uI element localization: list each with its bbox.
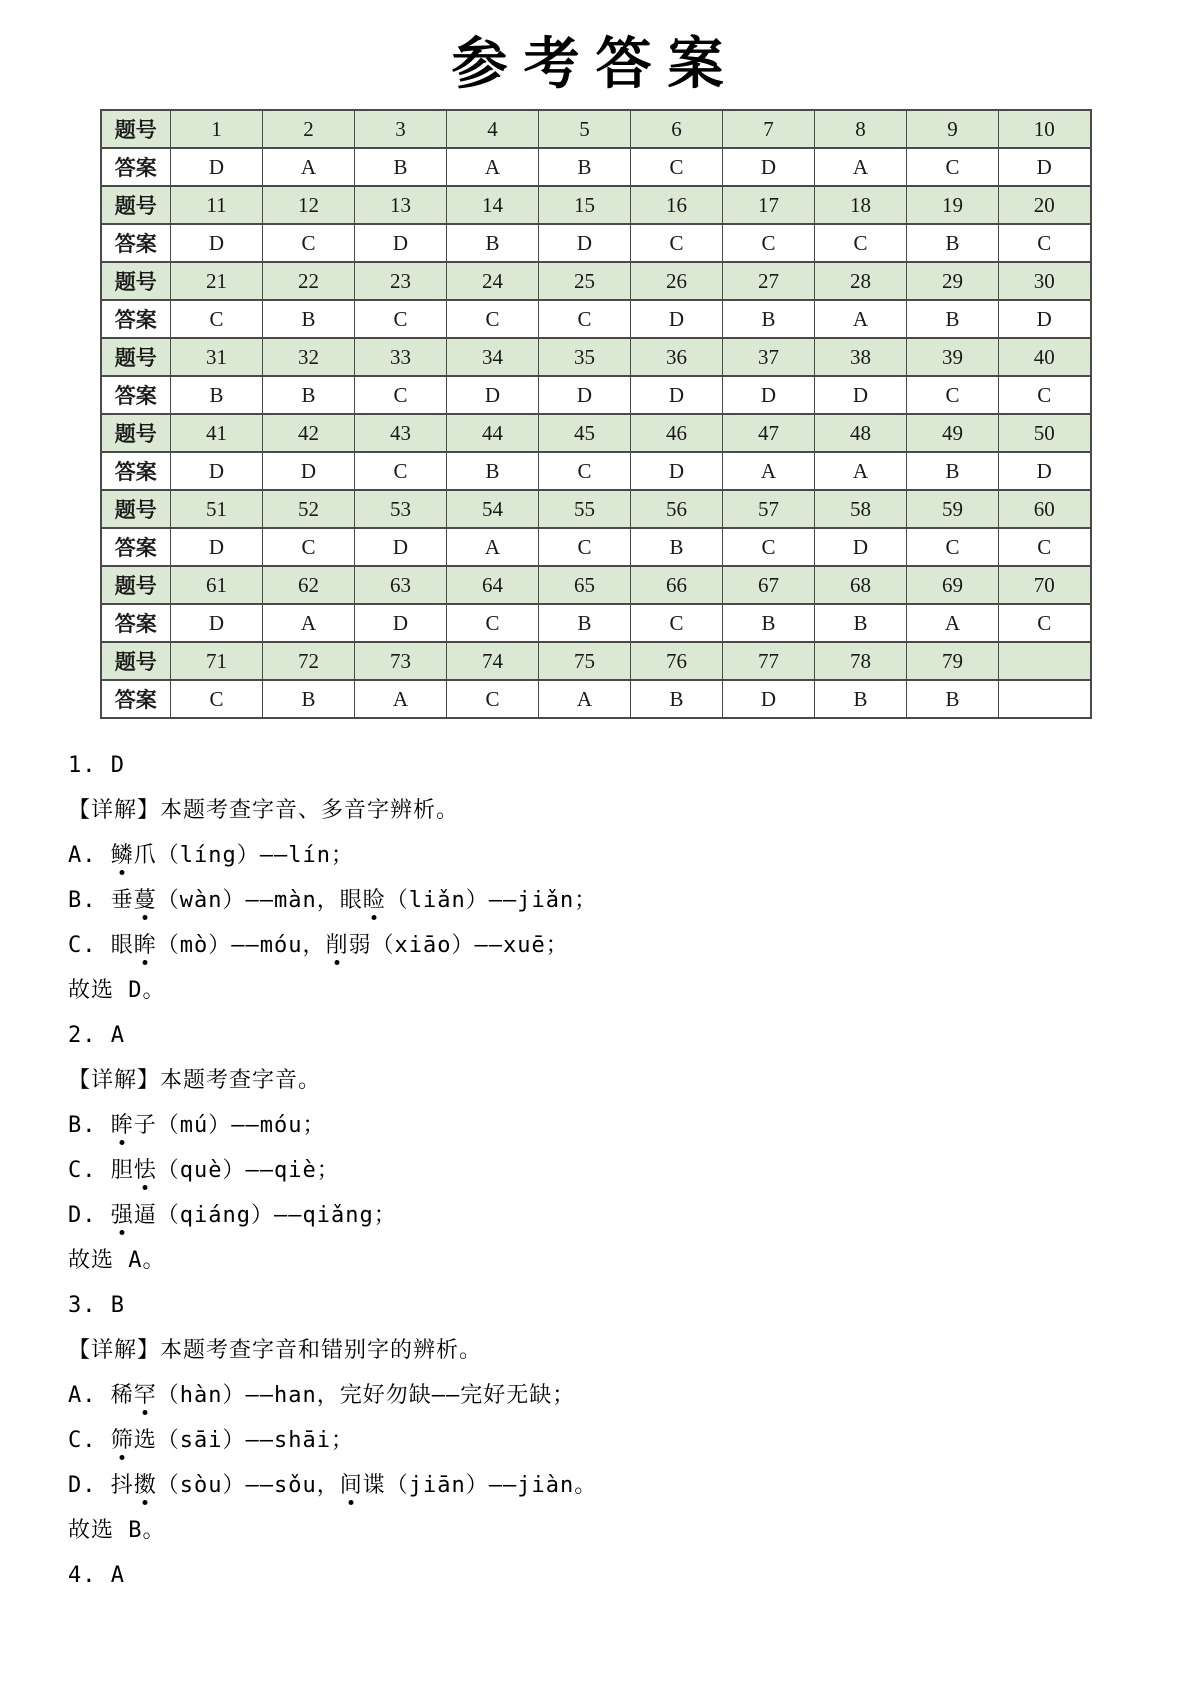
question-number-cell: 78 xyxy=(815,642,907,680)
answer-cell: A xyxy=(815,300,907,338)
explanation-heading: 4. A xyxy=(68,1563,125,1589)
answer-cell xyxy=(999,680,1091,718)
answer-cell: B xyxy=(539,604,631,642)
answer-cell: D xyxy=(171,224,263,262)
answer-cell: B xyxy=(907,224,999,262)
question-number-cell: 34 xyxy=(447,338,539,376)
answer-cell: C xyxy=(723,224,815,262)
question-number-cell: 13 xyxy=(355,186,447,224)
row-label-question: 题号 xyxy=(101,414,171,452)
answer-cell: C xyxy=(447,604,539,642)
row-label-answer: 答案 xyxy=(101,604,171,642)
emphasized-char: 蔓 xyxy=(133,888,157,914)
answer-row xyxy=(101,300,1091,338)
text-segment: 逼（qiáng）——qiǎng； xyxy=(133,1203,397,1229)
question-number-cell: 57 xyxy=(723,490,815,528)
question-number-cell: 75 xyxy=(539,642,631,680)
question-number-cell: 68 xyxy=(815,566,907,604)
answer-cell: C xyxy=(907,148,999,186)
question-number-cell: 29 xyxy=(907,262,999,300)
emphasized-char: 眸 xyxy=(133,933,157,959)
question-number-cell: 1 xyxy=(171,110,263,148)
answer-cell: B xyxy=(907,452,999,490)
row-label-question: 题号 xyxy=(101,110,171,148)
question-number-row xyxy=(101,414,1091,452)
answer-cell: C xyxy=(631,604,723,642)
text-segment: 【详解】本题考查字音、多音字辨析。 xyxy=(68,798,460,824)
text-segment: 【详解】本题考查字音。 xyxy=(68,1068,322,1094)
question-number-cell: 4 xyxy=(447,110,539,148)
explanation-line xyxy=(68,968,1143,1013)
answer-cell: B xyxy=(815,680,907,718)
explanation-line xyxy=(68,1058,1143,1103)
question-number-cell: 30 xyxy=(999,262,1091,300)
question-number-cell: 77 xyxy=(723,642,815,680)
explanation-line xyxy=(68,878,1143,923)
answer-cell: C xyxy=(907,528,999,566)
row-label-answer: 答案 xyxy=(101,680,171,718)
explanation-line xyxy=(68,1463,1143,1508)
answer-cell: C xyxy=(171,300,263,338)
answer-cell: C xyxy=(631,224,723,262)
question-number-row xyxy=(101,338,1091,376)
question-number-row xyxy=(101,490,1091,528)
answer-cell: B xyxy=(447,224,539,262)
row-label-answer: 答案 xyxy=(101,300,171,338)
emphasized-char: 鳞 xyxy=(110,843,134,869)
question-number-cell: 26 xyxy=(631,262,723,300)
answer-cell: C xyxy=(999,376,1091,414)
question-number-cell: 43 xyxy=(355,414,447,452)
answer-cell: B xyxy=(447,452,539,490)
question-number-cell: 70 xyxy=(999,566,1091,604)
answer-cell: D xyxy=(539,224,631,262)
question-number-cell: 76 xyxy=(631,642,723,680)
explanation-line xyxy=(68,1238,1143,1283)
question-number-cell: 60 xyxy=(999,490,1091,528)
text-segment: （què）——qiè； xyxy=(156,1158,340,1184)
question-number-cell: 15 xyxy=(539,186,631,224)
question-number-cell: 23 xyxy=(355,262,447,300)
question-number-cell xyxy=(999,642,1091,680)
question-number-cell: 25 xyxy=(539,262,631,300)
explanation-line xyxy=(68,1508,1143,1553)
answer-cell: D xyxy=(723,148,815,186)
answer-cell: C xyxy=(539,528,631,566)
answer-cell: D xyxy=(631,300,723,338)
question-number-cell: 53 xyxy=(355,490,447,528)
text-segment: （hàn）——han，完好勿缺——完好无缺； xyxy=(156,1383,576,1409)
text-segment: D. 抖 xyxy=(68,1473,134,1499)
question-number-row xyxy=(101,262,1091,300)
answer-cell: C xyxy=(631,148,723,186)
question-number-cell: 19 xyxy=(907,186,999,224)
question-number-cell: 28 xyxy=(815,262,907,300)
answer-cell: C xyxy=(447,300,539,338)
row-label-answer: 答案 xyxy=(101,224,171,262)
answer-cell: A xyxy=(539,680,631,718)
answer-cell: D xyxy=(263,452,355,490)
text-segment: A. 稀 xyxy=(68,1383,134,1409)
row-label-answer: 答案 xyxy=(101,148,171,186)
answer-row xyxy=(101,376,1091,414)
answer-cell: A xyxy=(263,604,355,642)
emphasized-char: 睑 xyxy=(362,888,386,914)
question-number-cell: 41 xyxy=(171,414,263,452)
answer-cell: C xyxy=(355,376,447,414)
row-label-answer: 答案 xyxy=(101,376,171,414)
question-number-cell: 24 xyxy=(447,262,539,300)
emphasized-char: 眸 xyxy=(110,1113,134,1139)
answer-cell: D xyxy=(999,148,1091,186)
answer-cell: C xyxy=(999,528,1091,566)
text-segment: （mò）——móu， xyxy=(156,933,326,959)
answer-cell: C xyxy=(171,680,263,718)
answer-row xyxy=(101,528,1091,566)
explanation-line xyxy=(68,833,1143,878)
text-segment: B. 垂 xyxy=(68,888,134,914)
question-number-cell: 40 xyxy=(999,338,1091,376)
text-segment: 故选 A。 xyxy=(68,1248,166,1274)
emphasized-char: 罕 xyxy=(133,1383,157,1409)
answer-table-body xyxy=(101,110,1091,718)
question-number-cell: 37 xyxy=(723,338,815,376)
answer-cell: B xyxy=(539,148,631,186)
emphasized-char: 强 xyxy=(110,1203,134,1229)
explanation-heading: 1. D xyxy=(68,753,125,779)
question-number-row xyxy=(101,186,1091,224)
question-number-cell: 9 xyxy=(907,110,999,148)
answer-cell: D xyxy=(171,528,263,566)
text-segment: 故选 D。 xyxy=(68,978,166,1004)
answer-cell: A xyxy=(447,528,539,566)
question-number-cell: 52 xyxy=(263,490,355,528)
question-number-cell: 31 xyxy=(171,338,263,376)
text-segment: 弱（xiāo）——xuē； xyxy=(348,933,569,959)
explanation-line xyxy=(68,1328,1143,1373)
emphasized-char: 筛 xyxy=(110,1428,134,1454)
question-number-cell: 65 xyxy=(539,566,631,604)
text-segment: C. xyxy=(68,1428,111,1454)
answer-cell: D xyxy=(815,376,907,414)
answer-cell: B xyxy=(723,604,815,642)
text-segment: C. 胆 xyxy=(68,1158,134,1184)
explanation-heading: 2. A xyxy=(68,1023,125,1049)
emphasized-char: 削 xyxy=(325,933,349,959)
answer-cell: B xyxy=(263,376,355,414)
text-segment: D. xyxy=(68,1203,111,1229)
answer-cell: B xyxy=(907,680,999,718)
question-number-cell: 48 xyxy=(815,414,907,452)
answer-cell: A xyxy=(815,148,907,186)
question-number-cell: 79 xyxy=(907,642,999,680)
question-number-cell: 69 xyxy=(907,566,999,604)
answer-cell: A xyxy=(263,148,355,186)
text-segment: 子（mú）——móu； xyxy=(133,1113,326,1139)
question-number-cell: 22 xyxy=(263,262,355,300)
row-label-answer: 答案 xyxy=(101,528,171,566)
page-title: 参考答案 xyxy=(451,32,740,95)
explanations xyxy=(68,743,1143,1598)
answer-cell: C xyxy=(263,528,355,566)
question-number-cell: 12 xyxy=(263,186,355,224)
question-number-cell: 50 xyxy=(999,414,1091,452)
answer-cell: C xyxy=(999,604,1091,642)
answer-row xyxy=(101,452,1091,490)
answer-cell: A xyxy=(447,148,539,186)
question-number-cell: 33 xyxy=(355,338,447,376)
text-segment: （sòu）——sǒu， xyxy=(156,1473,340,1499)
question-number-cell: 56 xyxy=(631,490,723,528)
question-number-cell: 8 xyxy=(815,110,907,148)
answer-cell: D xyxy=(999,452,1091,490)
question-number-cell: 63 xyxy=(355,566,447,604)
text-segment: 故选 B。 xyxy=(68,1518,166,1544)
answer-cell: A xyxy=(815,452,907,490)
question-number-cell: 39 xyxy=(907,338,999,376)
question-number-cell: 5 xyxy=(539,110,631,148)
answer-cell: D xyxy=(723,376,815,414)
question-number-cell: 59 xyxy=(907,490,999,528)
question-number-cell: 73 xyxy=(355,642,447,680)
explanation-line xyxy=(68,923,1143,968)
question-number-cell: 71 xyxy=(171,642,263,680)
answer-cell: D xyxy=(355,224,447,262)
answer-cell: A xyxy=(723,452,815,490)
question-number-cell: 14 xyxy=(447,186,539,224)
question-number-cell: 27 xyxy=(723,262,815,300)
question-number-cell: 18 xyxy=(815,186,907,224)
text-segment: 谍（jiān）——jiàn。 xyxy=(362,1473,598,1499)
answer-cell: D xyxy=(171,604,263,642)
emphasized-char: 间 xyxy=(339,1473,363,1499)
answer-cell: C xyxy=(907,376,999,414)
answer-cell: D xyxy=(631,452,723,490)
question-number-cell: 16 xyxy=(631,186,723,224)
question-number-cell: 38 xyxy=(815,338,907,376)
answer-cell: D xyxy=(171,452,263,490)
question-number-cell: 3 xyxy=(355,110,447,148)
emphasized-char: 怯 xyxy=(133,1158,157,1184)
explanation-line xyxy=(68,1103,1143,1148)
row-label-question: 题号 xyxy=(101,262,171,300)
answer-cell: C xyxy=(539,452,631,490)
question-number-cell: 36 xyxy=(631,338,723,376)
text-segment: A. xyxy=(68,843,111,869)
answer-cell: C xyxy=(447,680,539,718)
question-number-cell: 10 xyxy=(999,110,1091,148)
answer-cell: D xyxy=(355,604,447,642)
question-number-cell: 55 xyxy=(539,490,631,528)
question-number-cell: 46 xyxy=(631,414,723,452)
answer-cell: C xyxy=(999,224,1091,262)
answer-cell: A xyxy=(907,604,999,642)
question-number-cell: 62 xyxy=(263,566,355,604)
question-number-cell: 35 xyxy=(539,338,631,376)
answer-cell: D xyxy=(815,528,907,566)
question-number-cell: 32 xyxy=(263,338,355,376)
answer-cell: C xyxy=(815,224,907,262)
text-segment: （liǎn）——jiǎn； xyxy=(385,888,598,914)
answer-row xyxy=(101,604,1091,642)
question-number-cell: 66 xyxy=(631,566,723,604)
question-number-cell: 49 xyxy=(907,414,999,452)
text-segment: （wàn）——màn，眼 xyxy=(156,888,363,914)
text-segment: 选（sāi）——shāi； xyxy=(133,1428,354,1454)
text-segment: 【详解】本题考查字音和错别字的辨析。 xyxy=(68,1338,483,1364)
question-number-cell: 67 xyxy=(723,566,815,604)
row-label-question: 题号 xyxy=(101,186,171,224)
question-number-cell: 2 xyxy=(263,110,355,148)
answer-cell: D xyxy=(539,376,631,414)
answer-cell: B xyxy=(355,148,447,186)
emphasized-char: 擞 xyxy=(133,1473,157,1499)
answer-cell: A xyxy=(355,680,447,718)
explanation-line xyxy=(68,1373,1143,1418)
answer-cell: B xyxy=(815,604,907,642)
answer-cell: D xyxy=(999,300,1091,338)
text-segment: B. xyxy=(68,1113,111,1139)
answer-cell: C xyxy=(723,528,815,566)
answer-cell: C xyxy=(355,452,447,490)
row-label-question: 题号 xyxy=(101,566,171,604)
explanation-line xyxy=(68,1148,1143,1193)
text-segment: C. 眼 xyxy=(68,933,134,959)
question-number-cell: 51 xyxy=(171,490,263,528)
question-number-cell: 11 xyxy=(171,186,263,224)
explanation-line xyxy=(68,1193,1143,1238)
explanation-line xyxy=(68,1418,1143,1463)
answer-row xyxy=(101,680,1091,718)
answer-cell: B xyxy=(263,300,355,338)
question-number-row xyxy=(101,642,1091,680)
answer-cell: D xyxy=(631,376,723,414)
question-number-cell: 6 xyxy=(631,110,723,148)
explanation-line xyxy=(68,788,1143,833)
answer-cell: C xyxy=(355,300,447,338)
question-number-cell: 54 xyxy=(447,490,539,528)
answer-row xyxy=(101,148,1091,186)
answer-cell: D xyxy=(723,680,815,718)
answer-row xyxy=(101,224,1091,262)
question-number-cell: 61 xyxy=(171,566,263,604)
answer-cell: C xyxy=(539,300,631,338)
answer-cell: B xyxy=(631,680,723,718)
question-number-cell: 20 xyxy=(999,186,1091,224)
answer-cell: B xyxy=(263,680,355,718)
question-number-row xyxy=(101,110,1091,148)
question-number-cell: 42 xyxy=(263,414,355,452)
answer-cell: D xyxy=(355,528,447,566)
answer-cell: D xyxy=(447,376,539,414)
answer-cell: B xyxy=(631,528,723,566)
question-number-cell: 58 xyxy=(815,490,907,528)
answer-cell: D xyxy=(171,148,263,186)
row-label-question: 题号 xyxy=(101,338,171,376)
answer-table xyxy=(100,109,1092,719)
answer-cell: B xyxy=(907,300,999,338)
question-number-cell: 44 xyxy=(447,414,539,452)
question-number-cell: 74 xyxy=(447,642,539,680)
question-number-cell: 47 xyxy=(723,414,815,452)
question-number-cell: 7 xyxy=(723,110,815,148)
row-label-answer: 答案 xyxy=(101,452,171,490)
answer-cell: B xyxy=(723,300,815,338)
row-label-question: 题号 xyxy=(101,642,171,680)
text-segment: 爪（líng）——lín； xyxy=(133,843,354,869)
question-number-cell: 72 xyxy=(263,642,355,680)
explanation-heading: 3. B xyxy=(68,1293,125,1319)
question-number-cell: 64 xyxy=(447,566,539,604)
question-number-row xyxy=(101,566,1091,604)
question-number-cell: 21 xyxy=(171,262,263,300)
row-label-question: 题号 xyxy=(101,490,171,528)
question-number-cell: 45 xyxy=(539,414,631,452)
question-number-cell: 17 xyxy=(723,186,815,224)
answer-cell: C xyxy=(263,224,355,262)
answer-cell: B xyxy=(171,376,263,414)
